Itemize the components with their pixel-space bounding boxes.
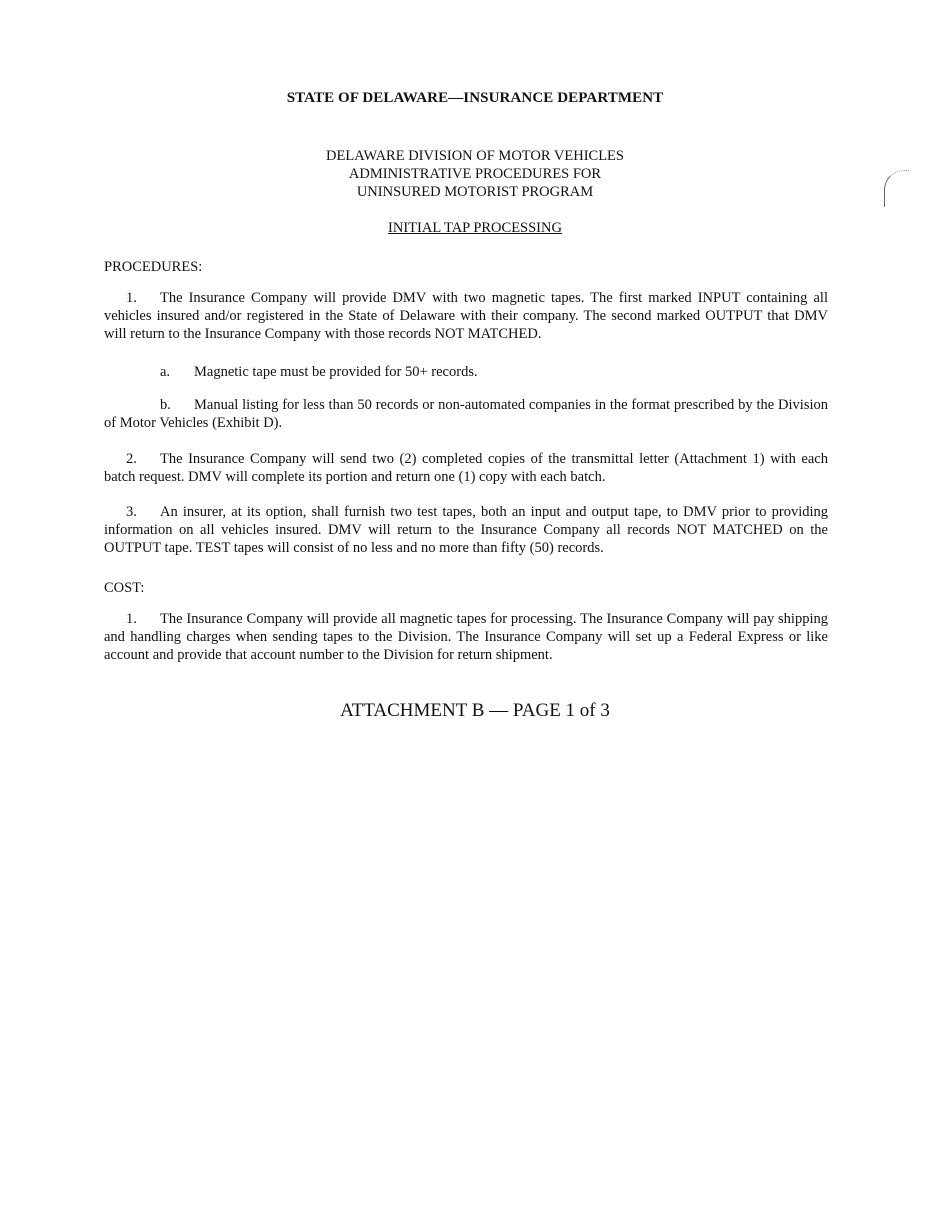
procedure-item-3 — [104, 503, 828, 557]
procedure-item-1 — [104, 289, 828, 343]
item-text: The Insurance Company will send two (2) completed copies of the transmittal letter (Attachment 1) with each batch request. DMV will complete its portion and return one (1) copy with each batch. — [104, 451, 828, 485]
item-text: Magnetic tape must be provided for 50+ records. — [194, 364, 478, 380]
cost-heading: COST: — [104, 580, 145, 596]
cost-item-1 — [104, 610, 828, 664]
procedure-item-1a — [104, 363, 828, 381]
item-text: The Insurance Company will provide DMV with two magnetic tapes. The first marked INPUT containing all vehicles insured and/or registered in the State of Delaware with their company. The second marked OUTPUT that DMV will return to the Insurance Company with those records NOT MATCHED. — [104, 290, 828, 342]
item-letter: b. — [160, 397, 171, 413]
subtitle-line-2: ADMINISTRATIVE PROCEDURES FOR — [348, 166, 602, 182]
item-number: 2. — [126, 451, 137, 467]
procedure-item-1b — [104, 396, 828, 432]
procedures-heading: PROCEDURES: — [104, 259, 203, 275]
page-footer: ATTACHMENT B — PAGE 1 of 3 — [340, 700, 610, 721]
document-title: STATE OF DELAWARE—INSURANCE DEPARTMENT — [286, 90, 664, 106]
subtitle-line-1: DELAWARE DIVISION OF MOTOR VEHICLES — [326, 148, 624, 164]
item-text: Manual listing for less than 50 records or non-automated companies in the format prescribed by the Division of Motor Vehicles (Exhibit D). — [104, 397, 828, 431]
item-number: 3. — [126, 504, 137, 520]
item-text: An insurer, at its option, shall furnish two test tapes, both an input and output tape, to DMV prior to providing information on all vehicles insured. DMV will return to the Insurance Company all records NOT MATCHED on the OUTPUT tape. TEST tapes will consist of no less and no more than fifty (50) records. — [104, 504, 828, 556]
item-letter: a. — [160, 364, 171, 380]
subtitle-line-3: UNINSURED MOTORIST PROGRAM — [356, 184, 594, 200]
item-number: 1. — [126, 290, 137, 306]
section-title: INITIAL TAP PROCESSING — [388, 220, 562, 236]
procedure-item-2 — [104, 450, 828, 486]
item-text: The Insurance Company will provide all magnetic tapes for processing. The Insurance Company will pay shipping and handling charges when sending tapes to the Division. The Insurance Company will set up a Federal Express or like account and provide that account number to the Division for return shipment. — [104, 611, 828, 663]
item-number: 1. — [126, 611, 137, 627]
